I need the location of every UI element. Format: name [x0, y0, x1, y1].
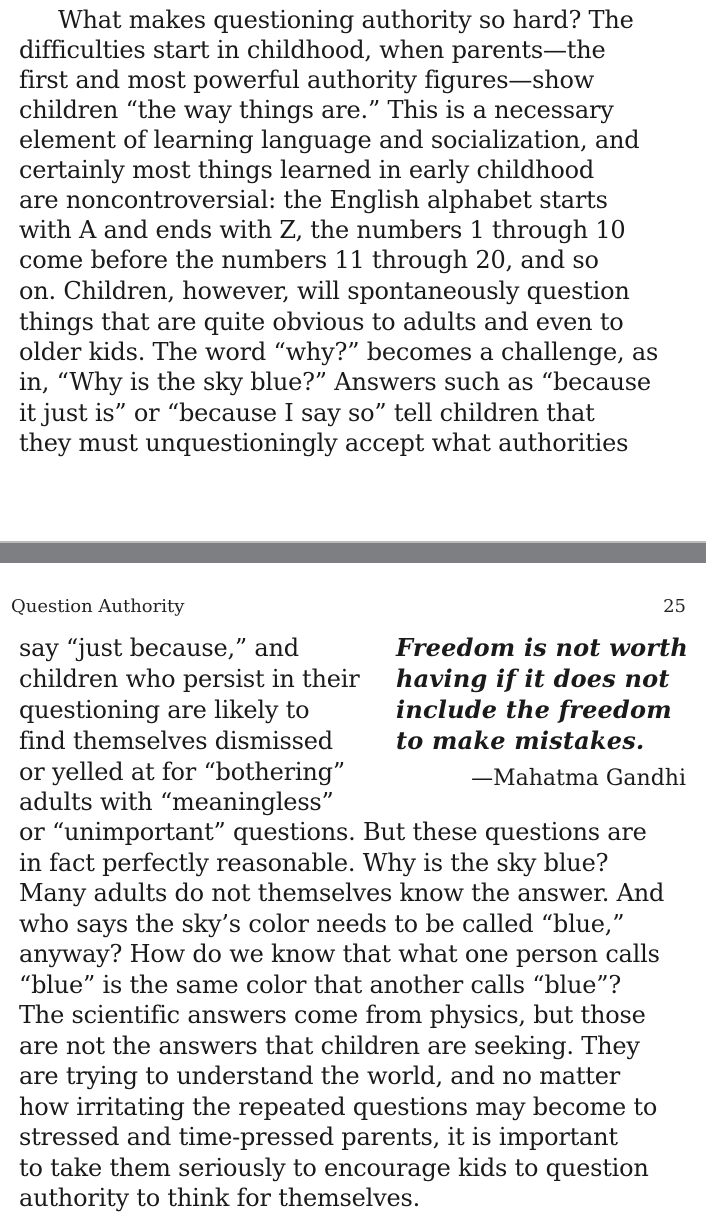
- paragraph-line: older kids. The word “why?” becomes a challenge, as: [19, 338, 659, 366]
- paragraph-line: it just is” or “because I say so” tell children that: [19, 399, 595, 427]
- paragraph-line: are not the answers that children are seeking. They: [19, 1032, 640, 1060]
- quote-line: having if it does not: [396, 664, 670, 693]
- quote-line: include the freedom: [396, 695, 672, 724]
- paragraph-line: how irritating the repeated questions may become to: [19, 1093, 658, 1121]
- page-divider: [0, 541, 706, 563]
- paragraph-line: things that are quite obvious to adults and even to: [19, 308, 624, 336]
- paragraph-line: first and most powerful authority figures—show: [19, 66, 595, 94]
- paragraph-line: stressed and time-pressed parents, it is important: [19, 1123, 618, 1151]
- paragraph-line: are noncontroversial: the English alphabet starts: [19, 186, 608, 214]
- paragraph-line: element of learning language and socialization, and: [19, 126, 640, 154]
- paragraph-line: come before the numbers 11 through 20, and so: [19, 246, 599, 274]
- paragraph-line: are trying to understand the world, and no matter: [19, 1062, 621, 1090]
- page-number: 25: [663, 596, 686, 617]
- paragraph-line: or “unimportant” questions. But these questions are: [19, 818, 647, 846]
- paragraph-line: children who persist in their: [19, 665, 360, 693]
- paragraph-line: authority to think for themselves.: [19, 1184, 421, 1212]
- quote-line: to make mistakes.: [396, 726, 645, 755]
- paragraph-line: difficulties start in childhood, when parents—the: [19, 36, 606, 64]
- paragraph-line: anyway? How do we know that what one person calls: [19, 940, 660, 968]
- paragraph-line: The scientific answers come from physics, but those: [19, 1001, 646, 1029]
- paragraph-line: say “just because,” and: [19, 634, 299, 662]
- running-title: Question Authority: [11, 596, 185, 617]
- paragraph-line: “blue” is the same color that another calls “blue”?: [19, 971, 622, 999]
- paragraph-line: children “the way things are.” This is a necessary: [19, 96, 614, 124]
- quote-line: Freedom is not worth: [396, 633, 689, 662]
- paragraph-line: on. Children, however, will spontaneously question: [19, 277, 630, 305]
- paragraph-line: with A and ends with Z, the numbers 1 through 10: [19, 216, 626, 244]
- paragraph-line: certainly most things learned in early childhood: [19, 156, 595, 184]
- paragraph-line: in, “Why is the sky blue?” Answers such as “because: [19, 368, 651, 396]
- paragraph-line: adults with “meaningless”: [19, 788, 334, 816]
- paragraph-line: or yelled at for “bothering”: [19, 758, 345, 786]
- paragraph-line: What makes questioning authority so hard? The: [58, 6, 634, 34]
- paragraph-line: they must unquestioningly accept what authorities: [19, 429, 629, 457]
- paragraph-line: Many adults do not themselves know the answer. And: [19, 879, 665, 907]
- paragraph-line: to take them seriously to encourage kids to question: [19, 1154, 649, 1182]
- paragraph-line: find themselves dismissed: [19, 727, 333, 755]
- paragraph-line: questioning are likely to: [19, 696, 310, 724]
- quote-attribution: —Mahatma Gandhi: [471, 766, 686, 791]
- paragraph-line: in fact perfectly reasonable. Why is the sky blue?: [19, 849, 609, 877]
- paragraph-line: who says the sky’s color needs to be called “blue,”: [19, 910, 625, 938]
